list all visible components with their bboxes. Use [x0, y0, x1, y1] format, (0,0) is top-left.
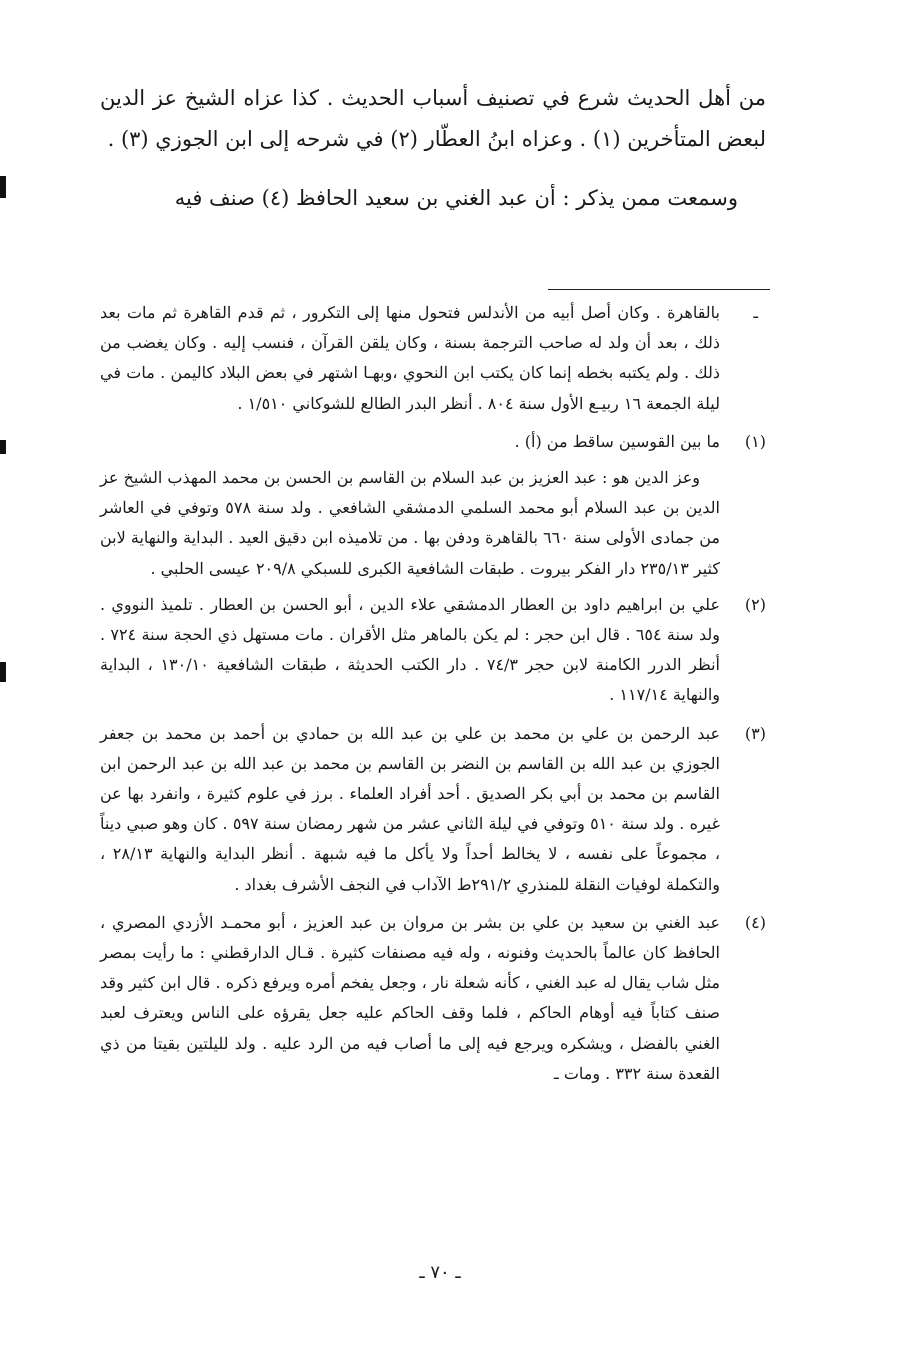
scan-margin-mark: [0, 440, 6, 454]
footnote-text-continued: وعز الدين هو : عبد العزيز بن عبد السلام بن القاسم بن الحسن بن محمد المهذب الشيخ عز الدين بن عبد السلام أبو محمد السلمي الدمشقي الشافعي . ولد سنة ٥٧٨ وتوفي في العاشر من جمادى الأولى سنة ٦٦٠ بالقاهرة ودفن بها . من تلاميذه ابن دقيق العيد . البداية والنهاية لابن كثير ٢٣٥/١٣ دار الفكر بيروت . طبقات الشافعية الكبرى للسبكي ٢٠٩/٨ عيسى الحلبي .: [100, 468, 721, 578]
footnote-text: علي بن ابراهيم داود بن العطار الدمشقي علاء الدين ، أبو الحسن بن العطار . تلميذ النووي . ولد سنة ٦٥٤ . قال ابن حجر : لم يكن بالماهر مثل الأقران . مات مستهل ذي الحجة سنة ٧٢٤ . أنظر الدرر الكامنة لابن حجر ٧٤/٣ . دار الكتب الحديثة ، طبقات الشافعية ١٣٠/١٠ ، البداية والنهاية ١١٧/١٤ .: [100, 594, 721, 705]
footnote-continuation-text: بالقاهرة . وكان أصل أبيه من الأندلس فتحول منها إلى التكرور ، ثم قدم القاهرة ثم مات بعد ذلك ، بعد أن ولد له صاحب الترجمة بسنة ، وكان يلقن القرآن ، فنسب إليه . وكان يغضب من ذلك . ولم يكتبه بخطه إنما كان يكتب ابن النحوي ،وبهـا اشتهر في بعض البلاد كاليمن . مات في ليلة الجمعة ١٦ ربيـع الأول سنة ٨٠٤ . أنظر البدر الطالع للشوكاني ١/٥١٠ .: [100, 303, 720, 413]
footnotes: [100, 298, 766, 1089]
footnote-number: (٢): [744, 594, 766, 614]
footnote-number: (١): [744, 431, 766, 451]
footnote-text: عبد الغني بن سعيد بن علي بن بشر بن مروان بن عبد العزيز ، أبو محمـد الأزدي المصري ، الحافظ كان عالماً بالحديث وفنونه ، وله فيه مصنفات كثيرة . قـال الدارقطني : ما رأيت بمصر مثل شاب يقال له عبد الغني ، كأنه شعلة نار ، وجعل يفخم أمره ويرفع ذكره . قال ابن كثير وقد صنف كتاباً فيه أوهام الحاكم ، فلما وقف الحاكم عليه جعل يقرؤه على الناس ويعترف لعبد الغني بالفضل ، ويشكره ويرجع فيه إلى ما أصاب فيه من الرد عليه . ولد لليلتين بقيتا من ذي القعدة سنة ٣٣٢ . ومات ـ: [100, 912, 720, 1083]
footnote-3: [100, 719, 766, 900]
footnote-1: [100, 427, 766, 584]
footnote-text: ما بين القوسين ساقط من (أ) .: [514, 431, 720, 451]
footnote-number: (٣): [744, 723, 766, 743]
footnote-separator: [548, 289, 770, 290]
page-number: ـ ٧٠ ـ: [419, 1262, 461, 1283]
footnote-4: [100, 908, 766, 1089]
footnote-continuation: [100, 298, 766, 419]
main-paragraph-1: من أهل الحديث شرع في تصنيف أسباب الحديث . كذا عزاه الشيخ عز الدين لبعض المتأخرين (١) . وعزاه ابنُ العطّار (٢) في شرحه إلى ابن الجوزي (٣) .: [100, 86, 766, 151]
continuation-dash: ـ: [753, 303, 758, 322]
scan-margin-mark: [0, 176, 6, 198]
footnote-2: [100, 590, 766, 711]
main-paragraph-2: وسمعت ممن يذكر : أن عبد الغني بن سعيد الحافظ (٤) صنف فيه: [174, 186, 738, 210]
footnote-number: (٤): [744, 912, 766, 932]
main-text: [100, 78, 766, 219]
footnote-text: عبد الرحمن بن علي بن محمد بن علي بن عبد الله بن حمادي بن أحمد بن محمد بن جعفر الجوزي بن عبد الله بن القاسم بن النضر بن القاسم بن محمد بن عبد الله بن عبد الرحمن ابن القاسم بن محمد بن أبي بكر الصديق . أحد أفراد العلماء . برز في علوم كثيرة ، وانفرد بها عن غيره . ولد سنة ٥١٠ وتوفي في ليلة الثاني عشر من شهر رمضان سنة ٥٩٧ . كان وهو صبي ديناً ، مجموعاً على نفسه ، لا يخالط أحداً ولا يأكل ما فيه شبهة . أنظر البداية والنهاية ٢٨/١٣ ، والتكملة لوفيات النقلة للمنذري ٢٩١/٢ط الآداب في النجف الأشرف بغداد .: [100, 723, 721, 894]
scan-margin-mark: [0, 662, 6, 682]
